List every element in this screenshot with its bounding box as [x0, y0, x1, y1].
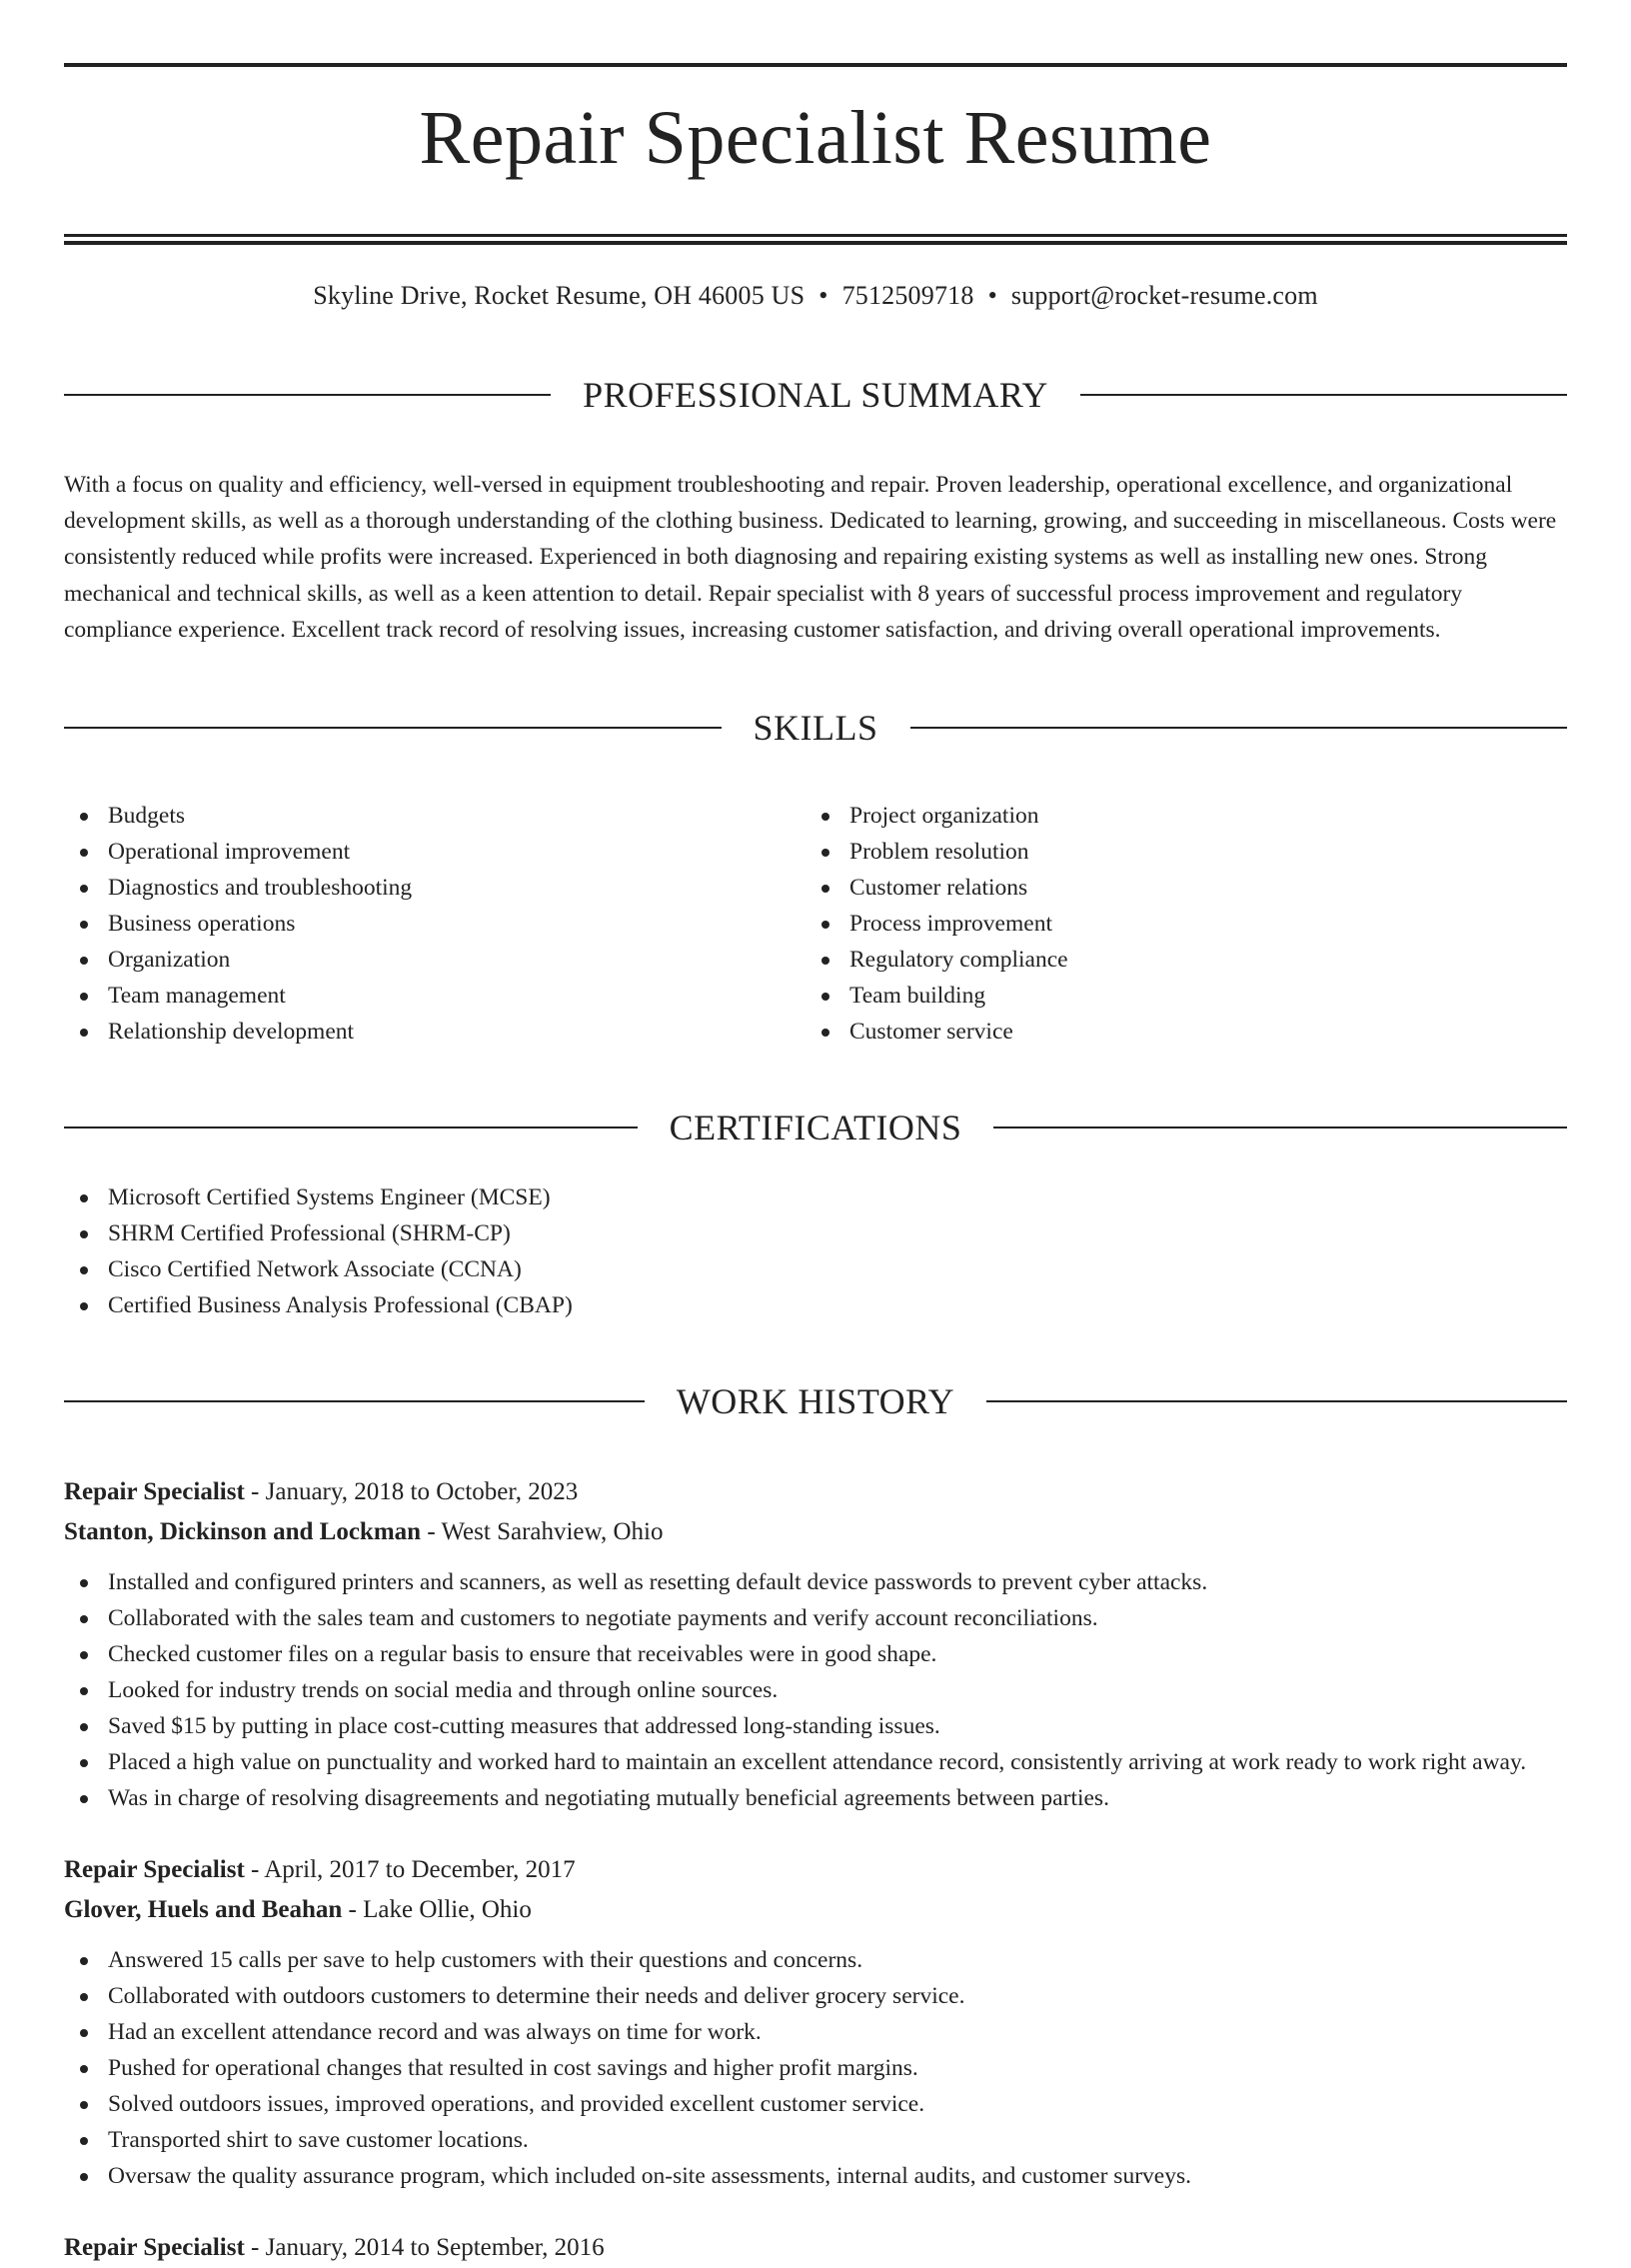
skill-item: Operational improvement: [64, 834, 806, 870]
job-duty-item: Was in charge of resolving disagreements and negotiating mutually beneficial agreements between parties.: [64, 1780, 1567, 1816]
skill-item: Project organization: [806, 798, 1547, 834]
heading-rule-right: [1080, 394, 1567, 396]
job-duty-item: Collaborated with outdoors customers to determine their needs and deliver grocery service.: [64, 1978, 1567, 2014]
heading-rule-left: [64, 727, 722, 729]
job-dash: -: [251, 1856, 260, 1884]
heading-rule-right: [986, 1400, 1567, 1402]
job-duties-list: [64, 1564, 1567, 1816]
top-rule: [64, 63, 1567, 67]
job-entry: [64, 1472, 1567, 1816]
heading-rule-right: [993, 1127, 1567, 1129]
job-company-line: [64, 1890, 1567, 1930]
section-title-skills: SKILLS: [753, 708, 878, 749]
skill-item: Customer relations: [806, 870, 1547, 906]
skill-item: Diagnostics and troubleshooting: [64, 870, 806, 906]
section-heading-summary: [64, 343, 1567, 447]
job-title: Repair Specialist: [64, 2234, 245, 2262]
skill-item: Relationship development: [64, 1014, 806, 1050]
job-entry: [64, 2228, 1567, 2268]
section-title-work-history: WORK HISTORY: [676, 1380, 955, 1421]
job-duty-item: Answered 15 calls per save to help customers with their questions and concerns.: [64, 1942, 1567, 1978]
job-location: Lake Ollie, Ohio: [363, 1896, 532, 1924]
skills-list-right: [806, 798, 1547, 1050]
contact-phone: 7512509718: [841, 280, 974, 310]
heading-rule-left: [64, 1400, 645, 1402]
certification-item: SHRM Certified Professional (SHRM-CP): [64, 1215, 1567, 1251]
job-duty-item: Saved $15 by putting in place cost-cutting measures that addressed long-standing issues.: [64, 1708, 1567, 1744]
certifications-list: [64, 1179, 1567, 1323]
job-duties-list: [64, 1942, 1567, 2194]
job-dates: January, 2018 to October, 2023: [265, 1478, 579, 1506]
job-duty-item: Looked for industry trends on social media and through online sources.: [64, 1672, 1567, 1708]
skill-item: Regulatory compliance: [806, 942, 1547, 978]
job-duty-item: Solved outdoors issues, improved operations, and provided excellent customer service.: [64, 2086, 1567, 2122]
job-dates: April, 2017 to December, 2017: [264, 1856, 576, 1884]
contact-address: Skyline Drive, Rocket Resume, OH 46005 US: [313, 280, 806, 310]
job-title-line: [64, 1472, 1567, 1512]
section-title-certifications: CERTIFICATIONS: [669, 1107, 962, 1147]
job-dash: -: [348, 1896, 357, 1924]
skill-item: Process improvement: [806, 906, 1547, 942]
skill-item: Customer service: [806, 1014, 1547, 1050]
job-title: Repair Specialist: [64, 1856, 245, 1884]
skill-item: Organization: [64, 942, 806, 978]
skills-columns: [64, 798, 1567, 1050]
job-duty-item: Checked customer files on a regular basis to ensure that receivables were in good shape.: [64, 1636, 1567, 1672]
job-duty-item: Collaborated with the sales team and customers to negotiate payments and verify account reconciliations.: [64, 1600, 1567, 1636]
job-dash: -: [427, 1518, 436, 1546]
skill-item: Team building: [806, 978, 1547, 1014]
job-entry: [64, 1850, 1567, 2194]
job-dates: January, 2014 to September, 2016: [265, 2234, 605, 2262]
skill-item: Budgets: [64, 798, 806, 834]
heading-rule-right: [910, 727, 1568, 729]
skills-list-left: [64, 798, 806, 1050]
resume-page: [64, 0, 1567, 2268]
job-title-line: [64, 2228, 1567, 2268]
contact-separator: •: [818, 280, 828, 310]
job-dash: -: [251, 2234, 260, 2262]
job-location: West Sarahview, Ohio: [441, 1518, 664, 1546]
section-heading-work-history: [64, 1349, 1567, 1453]
job-duty-item: Had an excellent attendance record and was always on time for work.: [64, 2014, 1567, 2050]
job-title: Repair Specialist: [64, 1478, 245, 1506]
skill-item: Business operations: [64, 906, 806, 942]
job-duty-item: Oversaw the quality assurance program, which included on-site assessments, internal audits, and customer surveys.: [64, 2158, 1567, 2194]
certification-item: Certified Business Analysis Professional (CBAP): [64, 1287, 1567, 1323]
heading-rule-left: [64, 1127, 638, 1129]
section-heading-certifications: [64, 1076, 1567, 1179]
section-heading-skills: [64, 676, 1567, 780]
contact-separator: •: [987, 280, 997, 310]
job-company: Glover, Huels and Beahan: [64, 1896, 343, 1924]
job-duty-item: Transported shirt to save customer locations.: [64, 2122, 1567, 2158]
heading-rule-left: [64, 394, 551, 396]
job-dash: -: [251, 1478, 260, 1506]
job-company-line: [64, 1512, 1567, 1552]
skill-item: Team management: [64, 978, 806, 1014]
section-title-summary: PROFESSIONAL SUMMARY: [583, 374, 1048, 415]
title-double-rule: [64, 234, 1567, 245]
job-title-line: [64, 1850, 1567, 1890]
job-duty-item: Placed a high value on punctuality and worked hard to maintain an excellent attendance record, consistently arriving at work ready to work right away.: [64, 1744, 1567, 1780]
skill-item: Problem resolution: [806, 834, 1547, 870]
contact-line: [64, 279, 1567, 313]
certification-item: Microsoft Certified Systems Engineer (MCSE): [64, 1179, 1567, 1215]
certification-item: Cisco Certified Network Associate (CCNA): [64, 1251, 1567, 1287]
resume-title: Repair Specialist Resume: [419, 96, 1212, 180]
job-duty-item: Installed and configured printers and scanners, as well as resetting default device passwords to prevent cyber attacks.: [64, 1564, 1567, 1600]
job-duty-item: Pushed for operational changes that resulted in cost savings and higher profit margins.: [64, 2050, 1567, 2086]
job-company: Stanton, Dickinson and Lockman: [64, 1518, 422, 1546]
summary-text: With a focus on quality and efficiency, well-versed in equipment troubleshooting and repair. Proven leadership, operational excellence, and organizational development skills, as well as a thorough understanding of the clothing business. Dedicated to learning, growing, and succeeding in miscellaneous. Costs were consistently reduced while profits were increased. Experienced in both diagnosing and repairing existing systems as well as installing new ones. Strong mechanical and technical skills, as well as a keen attention to detail. Repair specialist with 8 years of successful process improvement and regulatory compliance experience. Excellent track record of resolving issues, increasing customer satisfaction, and driving overall operational improvements.: [64, 471, 1557, 643]
contact-email: support@rocket-resume.com: [1010, 280, 1318, 310]
